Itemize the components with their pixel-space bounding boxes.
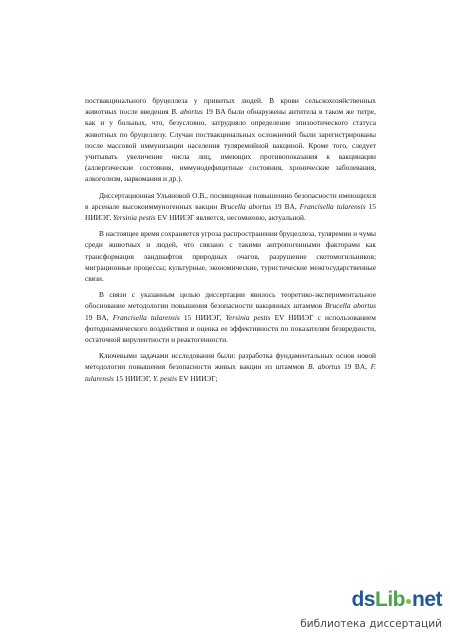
document-body	[85, 95, 376, 389]
logo-text-ds: ds	[351, 588, 375, 611]
species-name: Francisella tularensis	[112, 312, 180, 322]
species-name: Yersinia pestis	[225, 312, 271, 322]
text-run: поствакцинального бруцеллеза у привитых людей. В крови сельскохозяйственных животных после введения	[85, 96, 376, 117]
logo-dot-icon	[406, 599, 411, 604]
paragraph	[85, 228, 376, 284]
text-run: 15 НИИЭГ,	[85, 201, 376, 223]
text-run: 19 BA,	[271, 201, 300, 211]
text-run: 19 BA,	[340, 362, 371, 372]
text-run: Ключевыми задачами исследования были: разработка фундаментальных основ новой методологии повышения безопасности живых вакцин из штаммов	[85, 351, 376, 372]
paragraph	[85, 95, 376, 185]
paragraph	[85, 289, 376, 345]
text-run: 19 BA были обнаружены антитела в таком же титре, как и у больных, что, безусловно, затрудняло определение эпизоотического статуса животных по бруцеллезу. Случаи поствакцинальных осложнений были зарегистрированы после массовой иммунизации населения туляремийной вакциной. Кроме того, следует учитывать увеличение числа лиц, имеющих противопоказания к вакцинации (аллергические состояния, иммунодефицитные состояния, хронические заболевания, алкоголизм, наркомания и др.).	[85, 107, 376, 184]
species-name: Y. pestis	[153, 373, 177, 383]
text-run: EV НИИЭГ с использованием фотодинамического воздействия и оценка ее эффективности по показателям безвредности, остаточной вирулентности и реактогенности.	[85, 312, 376, 345]
text-run: 15 НИИЭГ,	[113, 373, 154, 383]
text-run: Диссертационная Ульяновой О.В., посвященная повышению безопасности имеющихся в арсенале высокоиммуногенных вакцин	[85, 190, 376, 211]
species-name: Brucella abortus	[220, 201, 272, 211]
paragraph	[85, 350, 376, 384]
text-run: В связи с указанным целью диссертации явилось теоретико-экспериментальное обоснование методологии повышения безопасности вакцинных штаммов	[85, 290, 376, 311]
species-name: Francisella tularensis	[299, 201, 366, 211]
paragraph	[85, 190, 376, 224]
text-run: 19 BA,	[85, 312, 113, 322]
logo-text-net: net	[412, 588, 442, 611]
logo-text-lib: Lib	[375, 588, 405, 611]
species-name: Yersinia pestis	[113, 213, 156, 223]
watermark-caption: библиотека диссертаций	[300, 618, 442, 630]
text-run: В настоящее время сохраняется угроза распространения бруцеллеза, туляремии и чумы среди животных и людей, что связано с такими антропогенными факторами как трансформация ландшафтов природных очагов, разрушение скотомогильников; миграционные процессы; культурные, экономические, туристические межгосударственные связи.	[85, 229, 376, 284]
species-name: Brucella abortus	[325, 301, 376, 311]
watermark	[284, 588, 444, 630]
dslib-logo	[351, 588, 442, 612]
species-name: B. abortus	[307, 362, 341, 372]
text-run: EV НИИЭГ является, несомненно, актуальной.	[155, 213, 306, 223]
species-name: F. tularensis	[85, 362, 376, 383]
text-run: EV НИИЭГ;	[176, 373, 218, 383]
species-name: B. abortus	[171, 107, 203, 117]
text-run: 15 НИИЭГ,	[179, 312, 226, 322]
